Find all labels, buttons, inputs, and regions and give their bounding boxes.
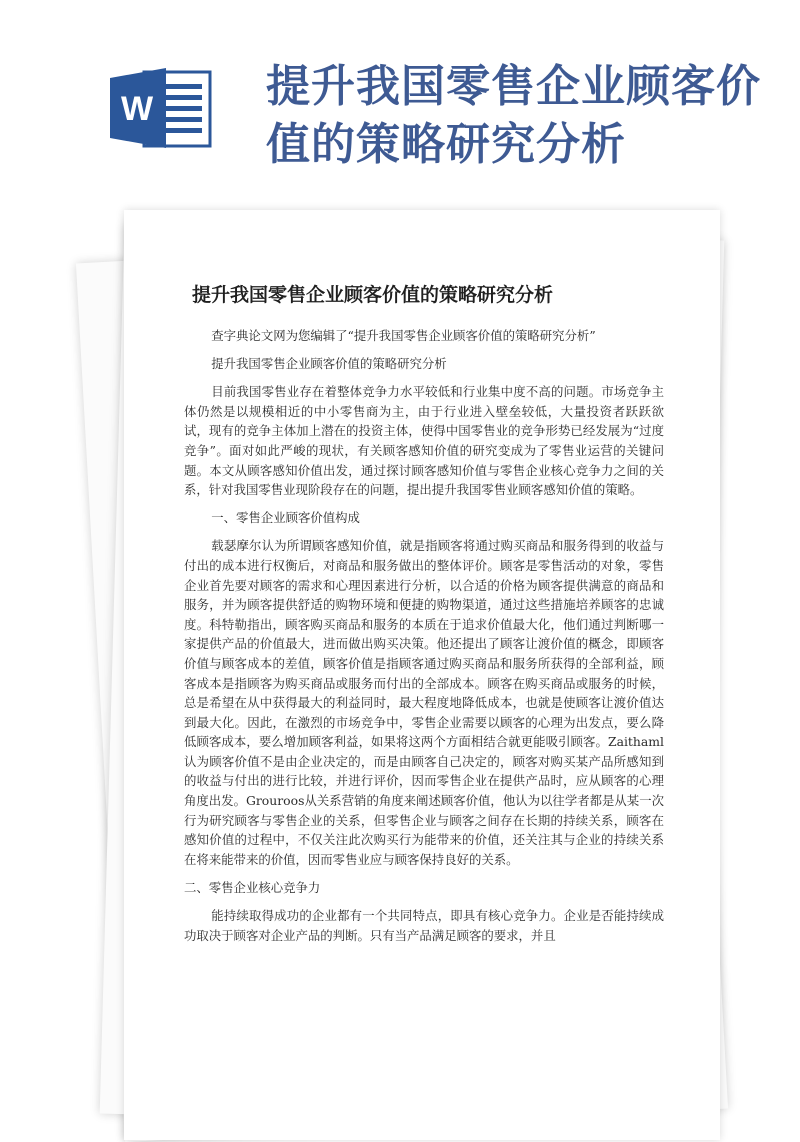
paragraph-background: 目前我国零售业存在着整体竞争力水平较低和行业集中度不高的问题。市场竞争主体仍然是以规模相近的中小零售商为主，由于行业进入壁垒较低，大量投资者跃跃欲试，现有的竞争主体加上潜在的投资主体，使得中国零售业的竞争形势已经发展为“过度竞争”。面对如此严峻的现状，有关顾客感知价值的研究变成为了零售业运营的关键问题。本文从顾客感知价值出发，通过探讨顾客感知价值与零售企业核心竞争力之间的关系，针对我国零售业现阶段存在的问题，提出提升我国零售业顾客感知价值的策略。: [184, 384, 664, 498]
document-title: 提升我国零售企业顾客价值的策略研究分析: [192, 284, 554, 306]
paragraph-core-competence: 能持续取得成功的企业都有一个共同特点，即具有核心竞争力。企业是否能持续成功取决于顾客对企业产品的判断。只有当产品满足顾客的要求，并且: [184, 908, 664, 943]
paragraph-customer-value: 载瑟摩尔认为所谓顾客感知价值，就是指顾客将通过购买商品和服务得到的收益与付出的成本进行权衡后，对商品和服务做出的整体评价。顾客是零售活动的对象，零售企业首先要对顾客的需求和心理因素进行分析，以合适的价格为顾客提供满意的商品和服务，并为顾客提供舒适的购物环境和便捷的购物渠道，通过这些措施培养顾客的忠诚度。科特勒指出，顾客购买商品和服务的本质在于追求价值最大化，他们通过判断哪一家提供产品的价值最大，进而做出购买决策。他还提出了顾客让渡价值的概念，即顾客价值与顾客成本的差值，顾客价值是指顾客通过购买商品和服务所获得的全部利益，顾客成本是指顾客为购买商品或服务而付出的全部成本。顾客在购买商品或服务的时候，总是希望在从中获得最大的利益同时，最大程度地降低成本，也就是使顾客让渡价值达到最大化。因此，在激烈的市场竞争中，零售企业需要以顾客的心理为出发点，要么降低顾客成本，要么增加顾客利益，如果将这两个方面相结合就更能吸引顾客。Zaithaml认为顾客价值不是由企业决定的，而是由顾客自己决定的，顾客对购买某产品所感知到的收益与付出的进行比较，并进行评价，因而零售企业在提供产品时，应从顾客的心理角度出发。Grouroos从关系营销的角度来阐述顾客价值，他认为以往学者都是从某一次行为研究顾客与零售企业的关系，但零售企业与顾客之间存在长期的持续关系，顾客在感知价值的过程中，不仅关注此次购买行为能带来的价值，还关注其与企业的持续关系在将来能带来的价值，因而零售业应与顾客保持良好的关系。: [184, 538, 664, 867]
word-logo-letter: W: [120, 90, 154, 128]
banner-title: 提升我国零售企业顾客价值的策略研究分析: [266, 61, 761, 170]
intro-line: 查字典论文网为您编辑了“提升我国零售企业顾客价值的策略研究分析”: [211, 328, 596, 343]
section-heading-2: 二、零售企业核心竞争力: [184, 879, 321, 895]
section-heading-1: 一、零售企业顾客价值构成: [211, 510, 360, 526]
document-page: [124, 210, 720, 1140]
subtitle-line: 提升我国零售企业顾客价值的策略研究分析: [211, 356, 447, 372]
document-body: [184, 326, 664, 954]
word-app-icon: [110, 66, 214, 150]
